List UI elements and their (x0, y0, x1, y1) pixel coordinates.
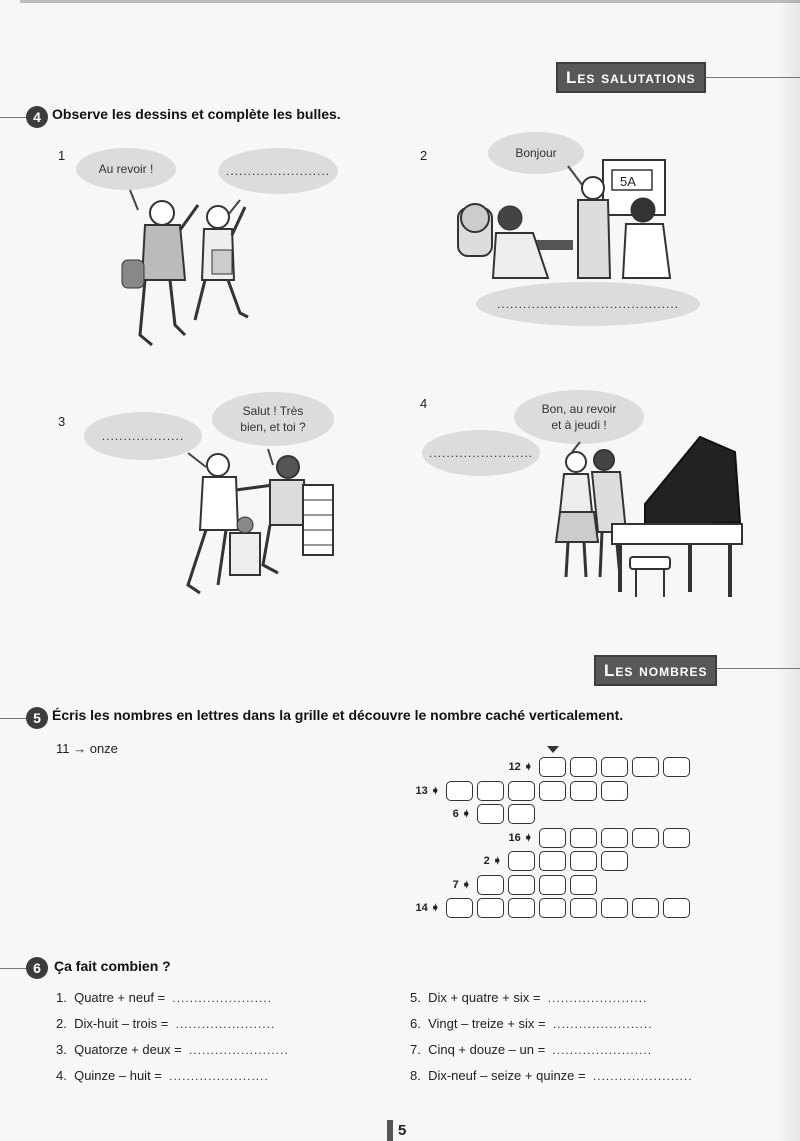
grid-cell[interactable] (570, 898, 597, 918)
equation-text: Quatre + neuf = (74, 990, 166, 1005)
section-banner-salutations: Les salutations (556, 62, 706, 93)
page-number: 5 (398, 1122, 407, 1139)
grid-cell[interactable] (539, 781, 566, 801)
grid-cell[interactable] (601, 757, 628, 777)
top-edge-line (20, 0, 800, 3)
equation-text: Quatorze + deux = (74, 1042, 182, 1057)
page-shade (778, 0, 800, 1141)
equation-row (410, 1016, 693, 1042)
grid-row-label: 2 ➧ (483, 855, 502, 867)
grid-cell[interactable] (508, 898, 535, 918)
panel-1-speech: Au revoir ! (98, 162, 154, 176)
grid-cell[interactable] (539, 828, 566, 848)
panel-4-number: 4 (420, 396, 428, 411)
exercise-5-instruction: Écris les nombres en lettres dans la grille et découvre le nombre caché verticalement. (52, 707, 624, 723)
section-banner-nombres: Les nombres (594, 655, 717, 686)
exercise-4-badge: 4 (26, 106, 48, 128)
exercise-rule (0, 117, 28, 118)
exercise-6-right-column (410, 990, 693, 1094)
hidden-column-arrow (545, 744, 565, 756)
grid-cell[interactable] (601, 781, 628, 801)
grid-cell[interactable] (632, 828, 659, 848)
panel-4-speech-line1: Bon, au revoir (541, 402, 617, 416)
equation-number: 1. (56, 990, 67, 1005)
grid-cell[interactable] (570, 875, 597, 895)
answer-blank[interactable]: ....................... (172, 991, 273, 1005)
panel-2-illustration (438, 158, 698, 298)
equation-text: Cinq + douze – un = (428, 1042, 546, 1057)
grid-cell[interactable] (477, 781, 504, 801)
equation-row (56, 1042, 289, 1068)
answer-blank[interactable]: ....................... (175, 1017, 276, 1031)
grid-cell[interactable] (601, 851, 628, 871)
answer-blank[interactable]: ....................... (169, 1069, 269, 1083)
panel-1-number: 1 (58, 148, 66, 163)
grid-cell[interactable] (539, 757, 566, 777)
exercise-5-badge: 5 (26, 707, 48, 729)
panel-4-blank[interactable]: ........................ (428, 446, 533, 460)
grid-cell[interactable] (632, 898, 659, 918)
panel-2-number: 2 (420, 148, 428, 163)
panel-2-blank-bubble[interactable] (476, 282, 700, 326)
panel-2-speech: Bonjour (515, 146, 557, 160)
exercise-rule (0, 718, 28, 719)
equation-number: 8. (410, 1068, 421, 1083)
panel-1-illustration (100, 185, 270, 360)
exercise-rule (0, 968, 28, 969)
grid-cell[interactable] (508, 875, 535, 895)
answer-blank[interactable]: ....................... (547, 991, 648, 1005)
grid-cell[interactable] (601, 828, 628, 848)
grid-row-label: 6 ➧ (452, 808, 471, 820)
grid-row-label: 13 ➧ (415, 784, 440, 797)
answer-blank[interactable]: ....................... (592, 1069, 693, 1083)
equation-number: 3. (56, 1042, 67, 1057)
grid-cell[interactable] (663, 757, 690, 777)
exercise-6-instruction: Ça fait combien ? (54, 958, 171, 974)
grid-cell[interactable] (477, 804, 504, 824)
equation-number: 2. (56, 1016, 67, 1031)
equation-text: Quinze – huit = (74, 1068, 162, 1083)
equation-text: Dix-huit – trois = (74, 1016, 169, 1031)
exercise-5-example: 11 → onze (56, 741, 118, 756)
crossword-grid (412, 744, 702, 929)
panel-4-speech-line2: et à jeudi ! (551, 418, 607, 432)
grid-cell[interactable] (477, 898, 504, 918)
grid-cell[interactable] (446, 781, 473, 801)
grid-cell[interactable] (539, 875, 566, 895)
answer-blank[interactable]: ....................... (189, 1043, 289, 1057)
panel-3-speech-line2: bien, et toi ? (240, 420, 306, 434)
grid-cell[interactable] (508, 781, 535, 801)
equation-text: Dix-neuf – seize + quinze = (428, 1068, 586, 1083)
grid-row-label: 14 ➧ (415, 902, 440, 914)
grid-cell[interactable] (539, 851, 566, 871)
grid-cell[interactable] (663, 828, 690, 848)
answer-blank[interactable]: ....................... (552, 1017, 653, 1031)
grid-row-label: 12 ➧ (508, 761, 533, 773)
page-number-bar (387, 1120, 393, 1141)
grid-cell[interactable] (570, 828, 597, 848)
panel-1-blank[interactable]: ........................ (225, 164, 330, 178)
grid-cell[interactable] (446, 898, 473, 918)
grid-cell[interactable] (632, 757, 659, 777)
equation-row (410, 990, 693, 1016)
panel-2-board-text: 5A (620, 174, 636, 189)
panel-1-speech-bubble (76, 148, 176, 190)
panel-3-blank[interactable]: ................... (101, 429, 185, 443)
grid-row-label: 7 ➧ (452, 878, 471, 891)
panel-2-blank[interactable]: .......................................... (496, 297, 680, 311)
equation-number: 5. (410, 990, 421, 1005)
exercise-6-badge: 6 (26, 957, 48, 979)
exercise-6-left-column (56, 990, 289, 1094)
panel-3-speech-line1: Salut ! Très (242, 404, 304, 418)
equation-row (56, 1068, 289, 1094)
panel-3-illustration (178, 445, 338, 600)
equation-number: 4. (56, 1068, 67, 1083)
grid-cell[interactable] (508, 851, 535, 871)
equation-number: 6. (410, 1016, 421, 1031)
panel-3-speech-bubble (212, 392, 334, 446)
panel-3-number: 3 (58, 414, 66, 429)
grid-cell[interactable] (539, 898, 566, 918)
grid-cell[interactable] (570, 851, 597, 871)
equation-text: Vingt – treize + six = (428, 1016, 546, 1031)
exercise-4-instruction: Observe les dessins et complète les bulles. (52, 106, 341, 122)
equation-number: 7. (410, 1042, 421, 1057)
equation-row (410, 1042, 693, 1068)
equation-text: Dix + quatre + six = (428, 990, 541, 1005)
panel-4-illustration (550, 432, 745, 607)
grid-row-label: 16 ➧ (508, 831, 533, 844)
grid-cell[interactable] (570, 757, 597, 777)
grid-cell[interactable] (570, 781, 597, 801)
answer-blank[interactable]: ....................... (552, 1043, 653, 1057)
grid-cell[interactable] (477, 875, 504, 895)
grid-cell[interactable] (508, 804, 535, 824)
equation-row (56, 990, 289, 1016)
grid-cell[interactable] (663, 898, 690, 918)
panel-4-blank-bubble[interactable] (422, 430, 540, 476)
equation-row (410, 1068, 693, 1094)
grid-cell[interactable] (601, 898, 628, 918)
equation-row (56, 1016, 289, 1042)
